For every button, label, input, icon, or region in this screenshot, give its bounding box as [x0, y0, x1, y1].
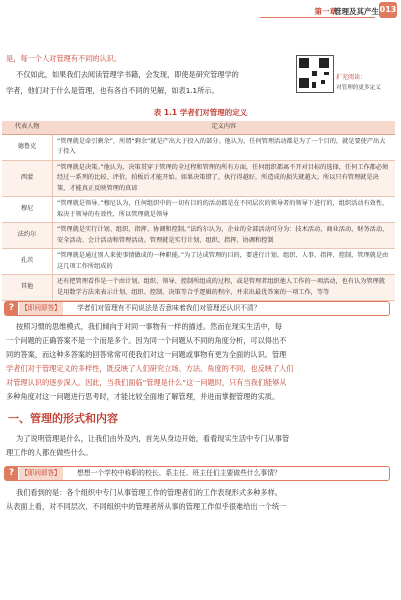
- table-row: [2, 223, 395, 249]
- table-row: [2, 249, 395, 275]
- para1-line-3: 同的答案，而这种多答案的回答常常可使我们对这一问题或事物有更为全面的认识。管理: [6, 350, 287, 359]
- table-row: [2, 160, 395, 197]
- definitions-table: [2, 121, 395, 301]
- question-mark-icon: ?: [5, 302, 18, 315]
- para1-line-5: 对管理认识的逐步深入。因此，当我们面临“管理是什么”这一问题时，只有当我们能够从: [6, 378, 287, 387]
- table-cell-person: 西蒙: [2, 160, 53, 197]
- table-row: [2, 275, 395, 301]
- table-header-definition: 定义内容: [53, 121, 396, 134]
- table-cell-person: 穆尼: [2, 197, 53, 223]
- intro-line-1: 是，每一个人对管理有不同的认识。: [6, 54, 122, 63]
- table-title: 表 1.1 学者们对管理的定义: [153, 108, 248, 117]
- table-row: [2, 134, 395, 160]
- table-header-person: 代表人物: [2, 121, 53, 134]
- para1-line-6: 多种角度对这一问题进行思考时，才能比较全面地了解管理，并进而掌握管理的实质。: [6, 392, 280, 401]
- table-cell-person: 德鲁克: [2, 134, 53, 160]
- table-cell-definition: 还有把管理看作是一个由计划、组织、领导、控制所组成的过程，或是管理者组织他人工作的一项活动，也有认为管理就是用数学方法来表示计划、组织、控制、决策等合乎逻辑的程序，并求出最优答案的一项工作，等等: [53, 275, 396, 301]
- qr-caption-text: 对管理的更多定义: [336, 85, 381, 91]
- quick-question-label: 【即问即答】: [19, 467, 63, 480]
- table-cell-person: 孔茨: [2, 249, 53, 275]
- chapter-title: 管理及其产生: [334, 7, 379, 16]
- qr-code-icon[interactable]: [296, 55, 334, 93]
- para2-line-1: 为了说明管理是什么，让我们由外及内，首先从身边开始，看看现实生活中专门从事管: [16, 434, 290, 443]
- table-cell-person: 法约尔: [2, 223, 53, 249]
- section-heading: 一、管理的形式和内容: [8, 412, 118, 425]
- intro-line-2: 不仅如此，如果我们去阅读管理学书籍，会发现，即使是研究管理学的: [16, 70, 239, 79]
- quick-question-box: [4, 301, 390, 316]
- para3-line-1: 我们看到的是：各个组织中专门从事管理工作的管理者们的工作表现形式多种多样。: [16, 488, 282, 497]
- question-mark-icon: ?: [5, 467, 18, 480]
- qr-caption-title: 扩充阅读：: [336, 74, 367, 81]
- para2-line-2: 理工作的人都在做些什么。: [6, 448, 93, 457]
- table-cell-definition: “管理就是决策。”他认为，决策贯穿于管理的全过程和管理的所有方面，任何组织都离不开对目标的选择，任何工作都必须经过一系列的比较、评价，拍板后才能开始。如果决策错了，执行得越好，所造成的损失就越大。所以只有管理就是决策，才能真正反映管理的真谛: [53, 160, 396, 197]
- table-row: [2, 197, 395, 223]
- para1-line-1: 按照习惯的思维模式，我们倾向于对同一事物有一样的描述。然而在现实生活中，每: [16, 322, 282, 331]
- table-cell-definition: “管理就是领导。”穆尼认为，任何组织中的一切有目的的活动都是在不同层次的领导者的领导下进行的，组织活动有效性，取决于领导的有效性，所以管理就是领导: [53, 197, 396, 223]
- table-cell-person: 其他: [2, 275, 53, 301]
- table-cell-definition: “管理就是通过别人来使事情做成的一种职能。”为了达成管理的目的，要进行计划、组织、人事、指挥、控制，管理就是由这几项工作所组成的: [53, 249, 396, 275]
- quick-question-text: 想想一个学校中称职的校长、系主任、班主任们主要做些什么事情？: [77, 469, 281, 477]
- para1-line-4: 学者们对于管理定义的多样性，既反映了人们研究立场、方法、角度的不同，也反映了人们: [6, 364, 294, 373]
- quick-question-box-2: [4, 466, 390, 481]
- header-divider: [260, 17, 375, 18]
- page-number: 013: [379, 2, 397, 18]
- para1-line-2: 一个问题的正确答案不是一个而是多个。因为同一个问题从不同的角度分析，可以得出不: [6, 336, 287, 345]
- quick-question-label: 【即问即答】: [19, 302, 63, 315]
- table-cell-definition: “管理就是牵引剩余”，所谓“剩余”就是产出大于投入的部分。他认为，任何管理活动都是为了一个目的，就是要使产出大于投入: [53, 134, 396, 160]
- para3-line-2: 从表面上看，对不同层次、不同组织中的管理者所从事的管理工作似乎很难给出一个统一: [6, 502, 287, 511]
- intro-line-3: 学者，他们对于什么是管理，也有各自不同的见解，如表1.1所示。: [6, 86, 219, 95]
- quick-question-text: 学者们对管理有不同说法是否意味着我们对管理还认识不清？: [77, 304, 261, 312]
- chapter-label: 第一章: [314, 7, 337, 16]
- table-cell-definition: “管理就是实行计划、组织、指挥、协调和控制。”法约尔认为，企业的全部活动可分为：技术活动、商业活动、财务活动、安全活动、会计活动和管理活动。管理就是实行计划、组织、指挥、协调和控制: [53, 223, 396, 249]
